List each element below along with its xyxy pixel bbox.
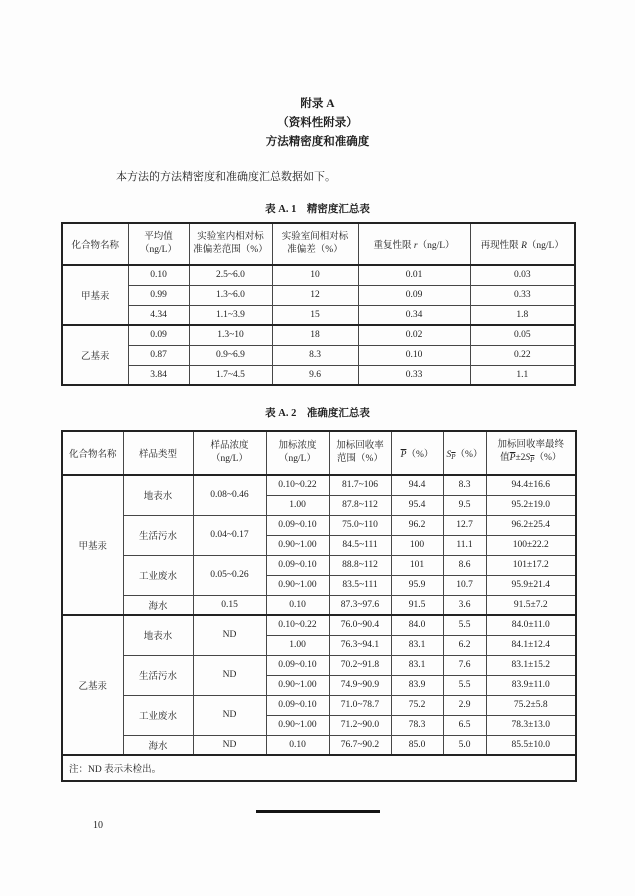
compound-cell: 乙基汞 [62,325,128,385]
data-cell: 1.00 [266,635,329,655]
data-cell: 100±22.2 [486,535,576,555]
header-spike-concentration: 加标浓度 （ng/L） [266,431,329,475]
table-header-row [62,431,576,475]
data-cell: 101 [391,555,443,575]
data-cell: 0.22 [470,345,575,365]
sample-conc-cell: ND [193,655,266,695]
header-sample-type: 样品类型 [123,431,193,475]
sample-conc-cell: ND [193,615,266,655]
data-cell: 1.7~4.5 [189,365,272,385]
data-cell: 8.3 [443,475,486,495]
sample-conc-cell: 0.05~0.26 [193,555,266,595]
data-cell: 15 [272,305,358,325]
accuracy-summary-table [61,430,577,782]
data-cell: 0.99 [128,285,189,305]
data-cell: 78.3±13.0 [486,715,576,735]
data-cell: 5.0 [443,735,486,755]
table-row [62,695,576,715]
table-row [62,555,576,575]
data-cell: 0.10 [358,345,470,365]
table-row [62,735,576,755]
header-compound-name: 化合物名称 [62,223,128,265]
data-cell: 76.3~94.1 [329,635,391,655]
data-cell: 83.9 [391,675,443,695]
header-mean-recovery: $\overline{P}(\%)$ [391,431,443,475]
data-cell: 1.00 [266,495,329,515]
data-cell: 0.09~0.10 [266,655,329,675]
data-cell: 9.6 [272,365,358,385]
data-cell: 88.8~112 [329,555,391,575]
table-row [62,515,576,535]
sample-type-cell: 地表水 [123,475,193,515]
data-cell: 71.0~78.7 [329,695,391,715]
sample-type-cell: 海水 [123,735,193,755]
data-cell: 6.2 [443,635,486,655]
header-sample-concentration: 样品浓度 （ng/L） [193,431,266,475]
data-cell: 101±17.2 [486,555,576,575]
data-cell: 3.84 [128,365,189,385]
compound-cell: 甲基汞 [62,475,123,615]
table-row [62,655,576,675]
table-a2-title: 表 A. 2 准确度汇总表 [265,408,370,419]
sample-type-cell: 生活污水 [123,655,193,695]
data-cell: 75.2±5.8 [486,695,576,715]
table-row [62,305,575,325]
data-cell: 0.10 [266,595,329,615]
data-cell: 74.9~90.9 [329,675,391,695]
data-cell: 0.01 [358,265,470,285]
data-cell: 7.6 [443,655,486,675]
data-cell: 84.0±11.0 [486,615,576,635]
data-cell: 0.09~0.10 [266,555,329,575]
data-cell: 0.10~0.22 [266,615,329,635]
data-cell: 0.05 [470,325,575,345]
data-cell: 0.02 [358,325,470,345]
data-cell: 70.2~91.8 [329,655,391,675]
header-repeatability-limit: 重复性限 r（ng/L） [358,223,470,265]
intro-paragraph: 本方法的方法精密度和准确度汇总数据如下。 [116,171,336,183]
appendix-note: （资料性附录） [277,117,358,129]
precision-summary-table [61,222,576,386]
data-cell: 87.8~112 [329,495,391,515]
sample-type-cell: 地表水 [123,615,193,655]
data-cell: 0.09 [128,325,189,345]
data-cell: 0.90~1.00 [266,535,329,555]
header-final-recovery: 加标回收率最终 值$\overline{P}\pm 2S_{\overline{P}}(\%)$ [486,431,576,475]
data-cell: 83.1 [391,655,443,675]
appendix-heading-block [0,0,635,152]
header-recovery-range: 加标回收率 范围（%） [329,431,391,475]
data-cell: 71.2~90.0 [329,715,391,735]
sample-type-cell: 生活污水 [123,515,193,555]
table-row [62,475,576,495]
sample-type-cell: 工业废水 [123,555,193,595]
data-cell: 3.6 [443,595,486,615]
sample-conc-cell: ND [193,735,266,755]
table-row [62,285,575,305]
data-cell: 0.10 [266,735,329,755]
data-cell: 84.0 [391,615,443,635]
data-cell: 9.5 [443,495,486,515]
data-cell: 1.3~10 [189,325,272,345]
data-cell: 4.34 [128,305,189,325]
data-cell: 1.1~3.9 [189,305,272,325]
table-row [62,345,575,365]
data-cell: 5.5 [443,615,486,635]
data-cell: 0.90~1.00 [266,575,329,595]
data-cell: 75.2 [391,695,443,715]
header-inter-lab-rsd: 实验室间相对标 准偏差（%） [272,223,358,265]
data-cell: 84.1±12.4 [486,635,576,655]
data-cell: 95.9 [391,575,443,595]
data-cell: 83.9±11.0 [486,675,576,695]
data-cell: 95.4 [391,495,443,515]
data-cell: 0.9~6.9 [189,345,272,365]
data-cell: 85.5±10.0 [486,735,576,755]
sample-type-cell: 海水 [123,595,193,615]
data-cell: 83.1±15.2 [486,655,576,675]
header-reproducibility-limit: 再现性限 R（ng/L） [470,223,575,265]
sample-type-cell: 工业废水 [123,695,193,735]
header-compound-name: 化合物名称 [62,431,123,475]
data-cell: 0.87 [128,345,189,365]
table-row [62,615,576,635]
compound-cell: 乙基汞 [62,615,123,755]
table-row [62,325,575,345]
data-cell: 85.0 [391,735,443,755]
table-note-row [62,755,576,781]
data-cell: 96.2±25.4 [486,515,576,535]
data-cell: 84.5~111 [329,535,391,555]
data-cell: 94.4±16.6 [486,475,576,495]
data-cell: 0.34 [358,305,470,325]
data-cell: 83.5~111 [329,575,391,595]
compound-cell: 甲基汞 [62,265,128,325]
data-cell: 8.3 [272,345,358,365]
appendix-title: 方法精密度和准确度 [265,136,370,148]
data-cell: 0.10 [128,265,189,285]
data-cell: 18 [272,325,358,345]
data-cell: 8.6 [443,555,486,575]
data-cell: 2.5~6.0 [189,265,272,285]
data-cell: 87.3~97.6 [329,595,391,615]
appendix-label: 附录 A [300,98,335,110]
data-cell: 12 [272,285,358,305]
data-cell: 1.1 [470,365,575,385]
data-cell: 1.8 [470,305,575,325]
data-cell: 11.1 [443,535,486,555]
table-row [62,365,575,385]
data-cell: 0.03 [470,265,575,285]
sample-conc-cell: 0.15 [193,595,266,615]
sample-conc-cell: 0.04~0.17 [193,515,266,555]
sample-conc-cell: 0.08~0.46 [193,475,266,515]
data-cell: 75.0~110 [329,515,391,535]
header-mean-value: 平均值 （ng/L） [128,223,189,265]
data-cell: 76.7~90.2 [329,735,391,755]
data-cell: 0.10~0.22 [266,475,329,495]
data-cell: 2.9 [443,695,486,715]
data-cell: 0.90~1.00 [266,715,329,735]
data-cell: 0.09 [358,285,470,305]
data-cell: 10.7 [443,575,486,595]
data-cell: 0.33 [358,365,470,385]
data-cell: 94.4 [391,475,443,495]
data-cell: 100 [391,535,443,555]
table-row [62,595,576,615]
data-cell: 0.09~0.10 [266,515,329,535]
table-header-row [62,223,575,265]
data-cell: 6.5 [443,715,486,735]
data-cell: 10 [272,265,358,285]
data-cell: 1.3~6.0 [189,285,272,305]
data-cell: 91.5 [391,595,443,615]
data-cell: 95.9±21.4 [486,575,576,595]
data-cell: 0.33 [470,285,575,305]
header-intra-lab-rsd: 实验室内相对标 准偏差范围（%） [189,223,272,265]
header-recovery-sd: $S_{\overline{P}}(\%)$ [443,431,486,475]
data-cell: 76.0~90.4 [329,615,391,635]
data-cell: 12.7 [443,515,486,535]
table-a1-title: 表 A. 1 精密度汇总表 [265,204,370,215]
data-cell: 81.7~106 [329,475,391,495]
table-row [62,265,575,285]
sample-conc-cell: ND [193,695,266,735]
data-cell: 0.90~1.00 [266,675,329,695]
data-cell: 95.2±19.0 [486,495,576,515]
data-cell: 0.09~0.10 [266,695,329,715]
data-cell: 83.1 [391,635,443,655]
note-cell: 注：ND 表示未检出。 [62,755,576,781]
data-cell: 91.5±7.2 [486,595,576,615]
data-cell: 78.3 [391,715,443,735]
footer-rule [256,810,380,813]
data-cell: 5.5 [443,675,486,695]
data-cell: 96.2 [391,515,443,535]
page-number: 10 [93,820,103,831]
